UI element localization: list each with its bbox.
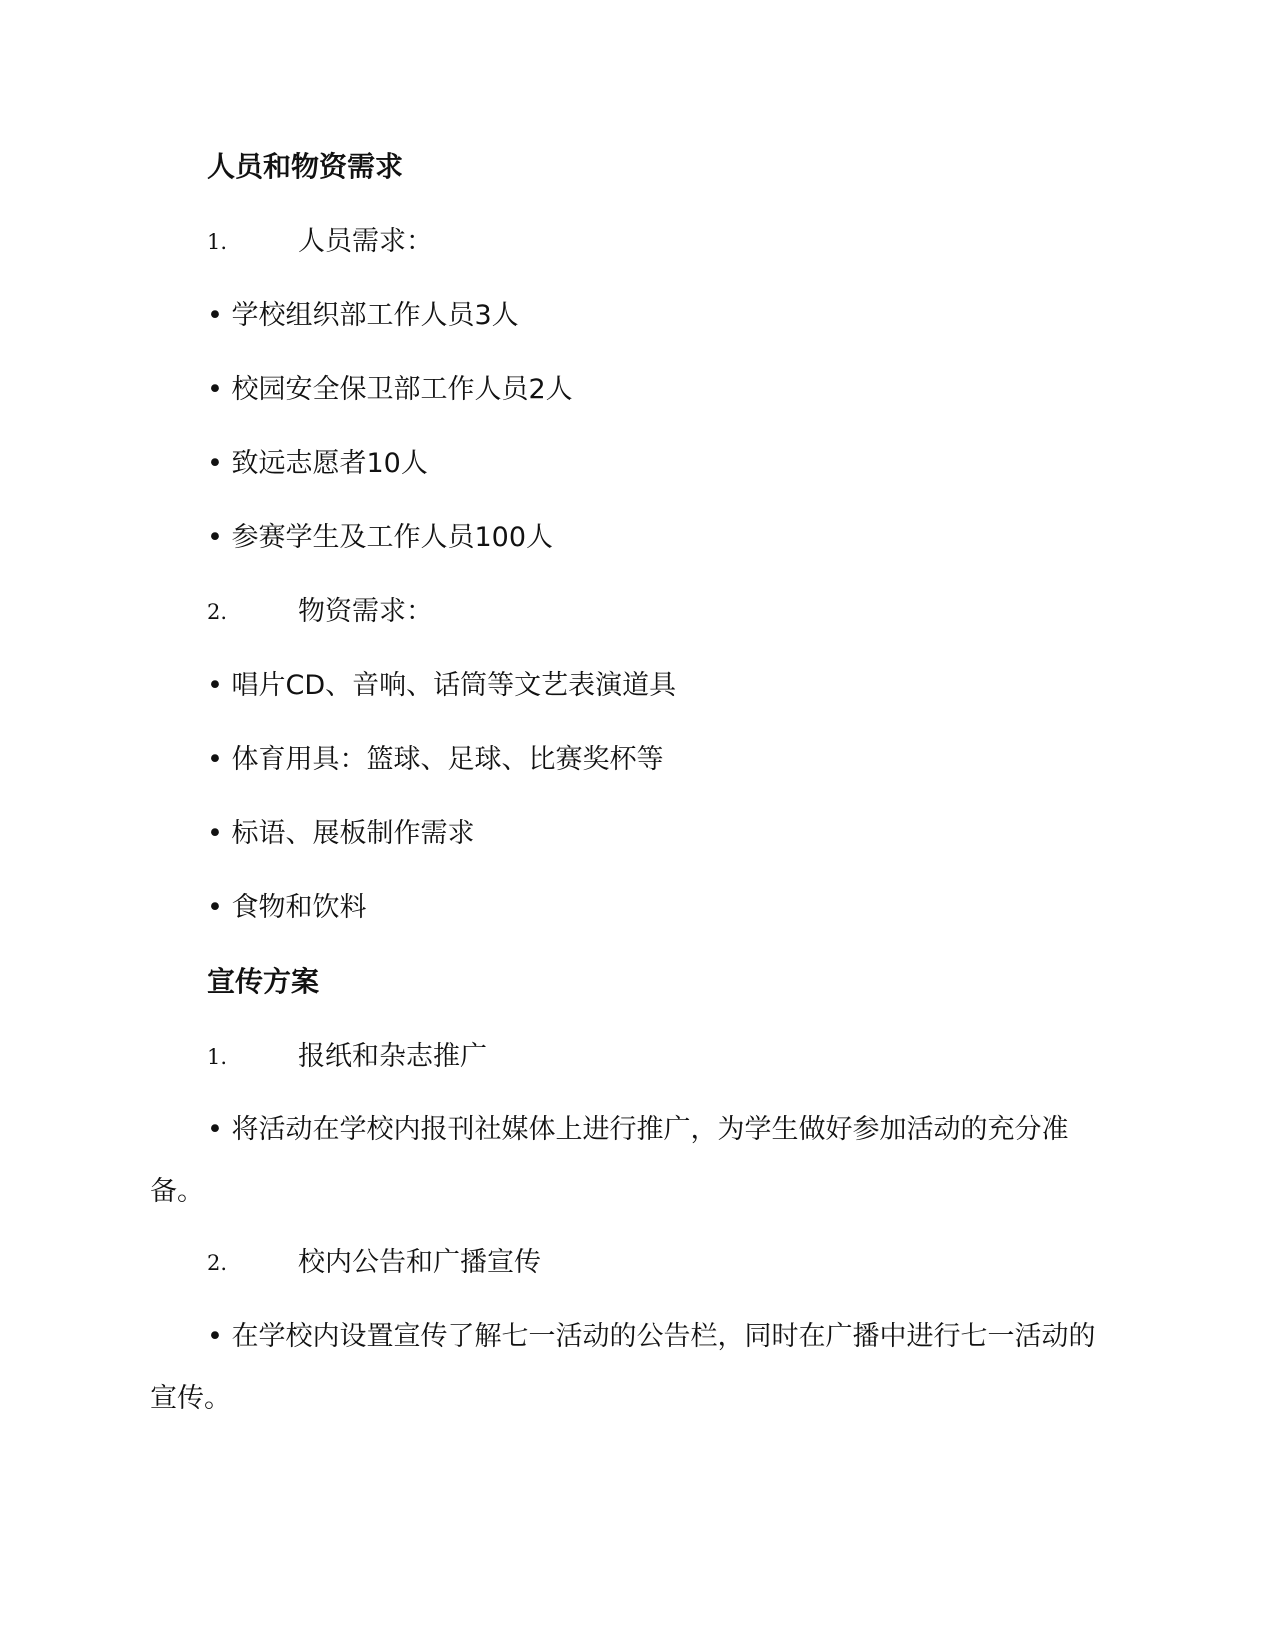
list-item-label: 物资需求： (298, 596, 433, 627)
bullet-item: • 食物和饮料 (207, 892, 367, 923)
bullet-item: • 参赛学生及工作人员100人 (207, 522, 554, 553)
list-number: 2. (207, 1251, 228, 1275)
bullet-item: • 唱片CD、音响、话筒等文艺表演道具 (207, 670, 677, 701)
bullet-item: • 校园安全保卫部工作人员2人 (207, 374, 573, 405)
list-item-label: 校内公告和广播宣传 (298, 1247, 541, 1278)
section-heading-publicity: 宣传方案 (207, 965, 320, 998)
bullet-item: • 致远志愿者10人 (207, 448, 428, 479)
bullet-item: • 学校组织部工作人员3人 (207, 300, 519, 331)
list-item-label: 报纸和杂志推广 (298, 1041, 487, 1072)
section-heading-resources: 人员和物资需求 (207, 150, 404, 183)
paragraph: • 在学校内设置宣传了解七一活动的公告栏，同时在广播中进行七一活动的宣传。 (150, 1321, 1096, 1414)
list-item-label: 人员需求： (298, 226, 433, 257)
list-number: 1. (207, 1045, 228, 1069)
bullet-item: • 标语、展板制作需求 (207, 818, 475, 849)
bullet-item: • 体育用具：篮球、足球、比赛奖杯等 (207, 744, 664, 775)
list-number: 1. (207, 230, 228, 254)
list-number: 2. (207, 600, 228, 624)
paragraph: • 将活动在学校内报刊社媒体上进行推广，为学生做好参加活动的充分准备。 (150, 1114, 1069, 1207)
